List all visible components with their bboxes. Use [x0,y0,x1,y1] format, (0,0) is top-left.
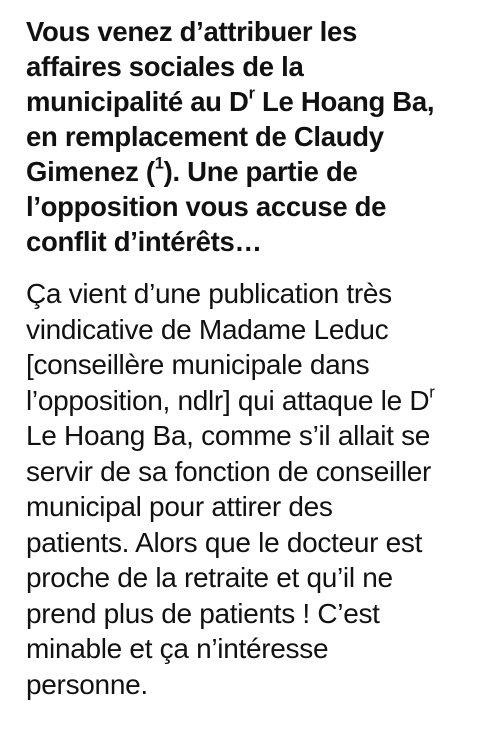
answer-line-text: l’opposition, ndlr] qui attaque le D [26,384,430,416]
question-line-text: Gimenez ( [26,156,155,187]
doctor-abbreviation-superscript: r [429,381,435,401]
doctor-abbreviation-superscript: r [248,84,255,103]
answer-line: [conseillère municipale dans [26,349,370,380]
answer-line: proche de la retraite et qu’il ne [26,562,393,593]
question-line: conflit d’intérêts… [26,226,262,257]
question-line-text: Le Hoang Ba, [254,86,435,117]
answer-line: vindicative de Madame Leduc [26,313,389,345]
answer-line: servir de sa fonction de conseiller [26,455,432,487]
answer-line [26,383,488,419]
footnote-marker: 1 [154,154,164,173]
answer-line: prend plus de patients ! C’est [26,597,380,629]
answer-line: Ça vient d’une publication très [26,278,392,309]
interview-excerpt [26,14,488,702]
question-line-text: municipalité au D [26,86,249,117]
question-line: Vous venez d’attribuer les [26,16,357,47]
interview-question [26,14,488,259]
answer-line: personne. [26,668,148,700]
question-line-text: ). Une partie de [163,156,358,187]
answer-line: minable et ça n’intéresse [26,633,329,664]
question-line [26,154,488,189]
answer-line: Le Hoang Ba, comme s’il allait se [26,420,431,451]
question-line: en remplacement de Claudy [26,121,384,152]
answer-line: municipal pour attirer des [26,491,333,522]
answer-line: patients. Alors que le docteur est [26,526,423,558]
question-line [26,84,488,119]
interview-answer [26,276,488,702]
question-line: affaires sociales de la [26,51,304,82]
question-line: l’opposition vous accuse de [26,191,387,222]
